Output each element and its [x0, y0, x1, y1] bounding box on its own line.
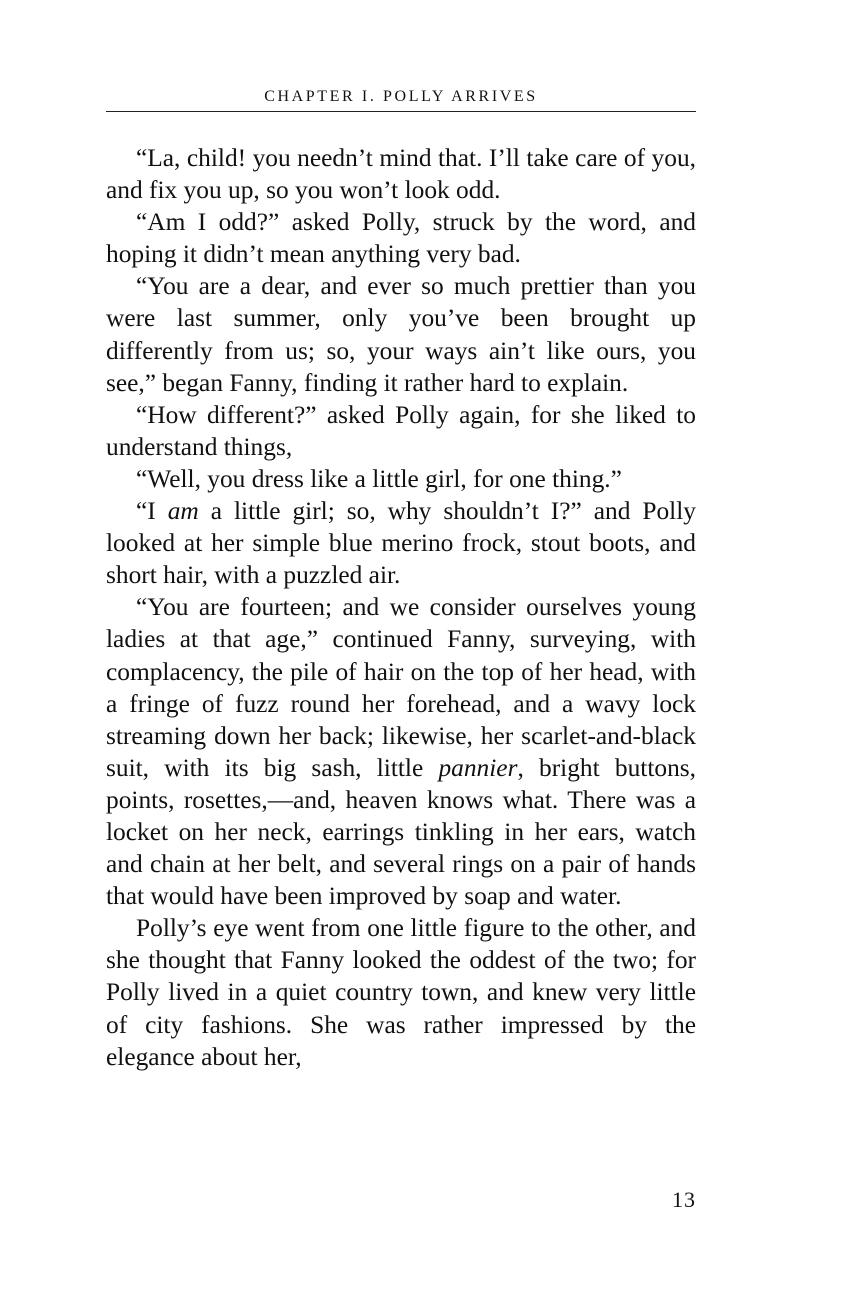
emphasis-text: am: [167, 497, 199, 526]
running-head: CHAPTER I. POLLY ARRIVES: [264, 88, 538, 105]
paragraph: Polly’s eye went from one little figure to the other, and she thought that Fanny looked the oddest of the two; for Polly lived in a quiet country town, and knew very little of city fashions. She was rather impressed by the elegance about her,: [106, 914, 696, 1071]
paragraph-text: “You are fourteen; and we consider ourselves young ladies at that age,” continued Fanny, surveying, with complacency, the pile of hair on the top of her head, with a fringe of fuzz round her forehead, and a wavy lock streaming down her back; likewise, her scarlet-and-black suit, with its big sash, little: [106, 593, 696, 782]
paragraph-text: “I: [136, 497, 168, 526]
paragraph: “La, child! you needn’t mind that. I’ll take care of you, and fix you up, so you won’t look odd.: [106, 144, 696, 205]
page-number: 13: [672, 1187, 696, 1212]
paragraph: “How different?” asked Polly again, for she liked to understand things,: [106, 400, 696, 461]
paragraph: “Am I odd?” asked Polly, struck by the word, and hoping it didn’t mean anything very bad.: [106, 208, 696, 269]
paragraph-text: , bright buttons, points, rosettes,—and, heaven knows what. There was a locket on her neck, earrings tinkling in her ears, watch and chain at her belt, and several rings on a pair of hands that would have been improved by soap and water.: [106, 753, 696, 911]
emphasis-text: pannier: [438, 753, 518, 782]
paragraph-text: a little girl; so, why shouldn’t I?” and Polly looked at her simple blue merino frock, stout boots, and short hair, with a puzzled air.: [106, 497, 696, 590]
paragraph: “You are a dear, and ever so much prettier than you were last summer, only you’ve been brought up differently from us; so, your ways ain’t like ours, you see,” began Fanny, finding it rather hard to explain.: [106, 272, 696, 397]
header-rule: [106, 111, 696, 112]
paragraph: “Well, you dress like a little girl, for one thing.”: [136, 464, 622, 493]
body-text: [106, 142, 696, 1073]
paragraph: [106, 495, 696, 591]
paragraph: [106, 591, 696, 912]
